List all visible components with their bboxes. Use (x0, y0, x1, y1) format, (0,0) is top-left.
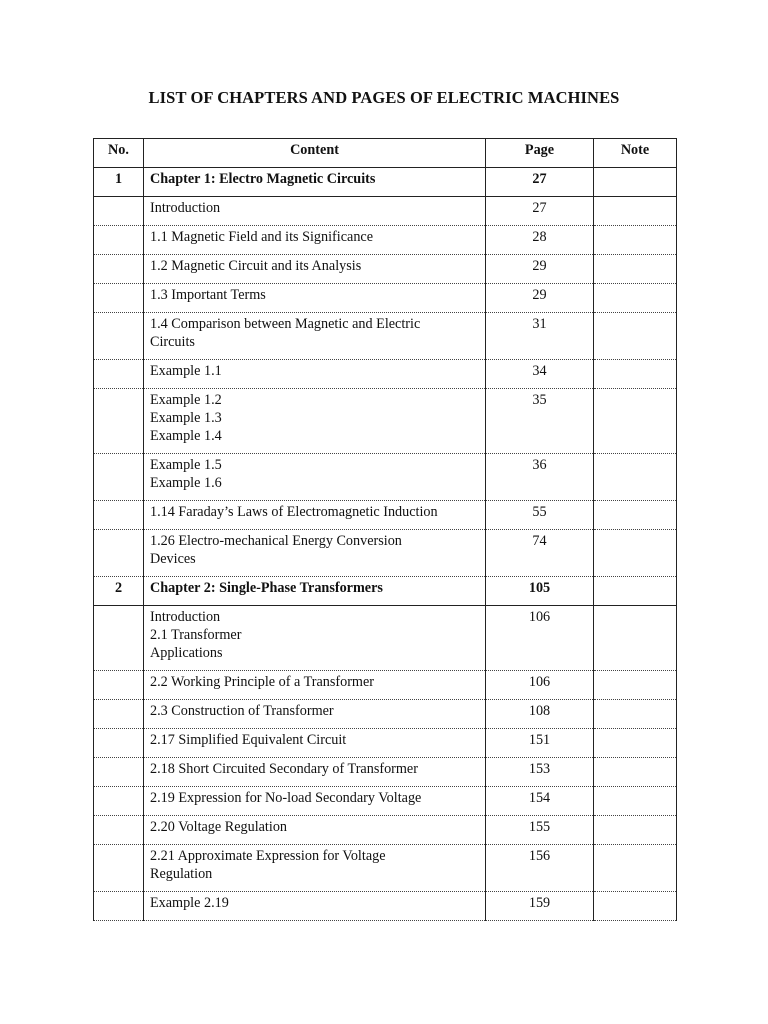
section-title: Example 1.2 (150, 392, 222, 408)
row-note (594, 197, 677, 226)
row-note (594, 168, 677, 197)
header-no: No. (94, 139, 144, 168)
row-content (144, 816, 486, 845)
row-number (94, 360, 144, 389)
table-row (94, 816, 677, 845)
row-note (594, 577, 677, 606)
section-title: 2.19 Expression for No-load Secondary Voltage (150, 790, 422, 806)
row-content (144, 197, 486, 226)
row-number (94, 758, 144, 787)
section-title: 2.1 Transformer (150, 627, 242, 643)
row-content (144, 226, 486, 255)
row-note (594, 530, 677, 577)
row-content (144, 671, 486, 700)
row-content (144, 168, 486, 197)
row-number (94, 255, 144, 284)
row-number (94, 816, 144, 845)
table-row (94, 671, 677, 700)
row-note (594, 284, 677, 313)
row-number (94, 530, 144, 577)
row-number (94, 284, 144, 313)
table-row (94, 454, 677, 501)
row-note (594, 501, 677, 530)
row-content (144, 892, 486, 921)
header-content: Content (144, 139, 486, 168)
document-title: LIST OF CHAPTERS AND PAGES OF ELECTRIC MACHINES (148, 88, 620, 107)
table-row (94, 197, 677, 226)
row-page: 27 (486, 168, 594, 197)
row-page: 55 (486, 501, 594, 530)
row-number (94, 892, 144, 921)
section-title: 2.17 Simplified Equivalent Circuit (150, 732, 347, 748)
header-page: Page (486, 139, 594, 168)
row-number (94, 787, 144, 816)
row-note (594, 454, 677, 501)
row-number (94, 389, 144, 454)
row-page: 28 (486, 226, 594, 255)
section-title: Example 2.19 (150, 895, 229, 911)
table-header-row (94, 139, 677, 168)
row-number (94, 671, 144, 700)
section-title: 1.1 Magnetic Field and its Significance (150, 229, 374, 245)
section-title: Example 1.6 (150, 475, 222, 491)
section-title: Example 1.3 (150, 410, 222, 426)
row-note (594, 389, 677, 454)
section-title: Applications (150, 645, 223, 661)
section-title: Circuits (150, 334, 195, 350)
row-number (94, 845, 144, 892)
row-page: 35 (486, 389, 594, 454)
row-page: 34 (486, 360, 594, 389)
chapter-row (94, 168, 677, 197)
chapter-row (94, 577, 677, 606)
chapters-table (93, 138, 677, 921)
section-title: 2.3 Construction of Transformer (150, 703, 334, 719)
table-row (94, 700, 677, 729)
section-title: 1.3 Important Terms (150, 287, 266, 303)
table-row (94, 606, 677, 671)
row-page: 27 (486, 197, 594, 226)
chapter-title: Chapter 1: Electro Magnetic Circuits (150, 171, 376, 187)
row-number (94, 729, 144, 758)
row-page: 31 (486, 313, 594, 360)
table-row (94, 501, 677, 530)
section-title: Example 1.5 (150, 457, 222, 473)
section-title: 1.14 Faraday’s Laws of Electromagnetic Induction (150, 504, 438, 520)
table-row (94, 360, 677, 389)
row-note (594, 671, 677, 700)
row-content (144, 577, 486, 606)
section-title: 1.4 Comparison between Magnetic and Electric (150, 316, 421, 332)
row-page: 153 (486, 758, 594, 787)
row-number (94, 700, 144, 729)
row-number: 2 (94, 577, 144, 606)
table-row (94, 255, 677, 284)
chapter-title: Chapter 2: Single-Phase Transformers (150, 580, 383, 596)
row-note (594, 787, 677, 816)
row-content (144, 530, 486, 577)
section-title: 2.2 Working Principle of a Transformer (150, 674, 374, 690)
row-number (94, 226, 144, 255)
header-note: Note (594, 139, 677, 168)
section-title: Example 1.1 (150, 363, 222, 379)
row-content (144, 360, 486, 389)
row-content (144, 787, 486, 816)
section-title: Regulation (150, 866, 213, 882)
row-note (594, 360, 677, 389)
row-note (594, 892, 677, 921)
row-content (144, 729, 486, 758)
row-page: 74 (486, 530, 594, 577)
table-row (94, 530, 677, 577)
row-page: 108 (486, 700, 594, 729)
section-title: 2.21 Approximate Expression for Voltage (150, 848, 386, 864)
row-page: 159 (486, 892, 594, 921)
row-page: 105 (486, 577, 594, 606)
row-note (594, 313, 677, 360)
section-title: Introduction (150, 609, 221, 625)
row-number (94, 197, 144, 226)
table-row (94, 226, 677, 255)
row-page: 155 (486, 816, 594, 845)
row-content (144, 700, 486, 729)
row-content (144, 845, 486, 892)
section-title: Devices (150, 551, 196, 567)
table-row (94, 729, 677, 758)
row-note (594, 758, 677, 787)
row-note (594, 226, 677, 255)
row-number (94, 501, 144, 530)
row-number (94, 313, 144, 360)
row-page: 36 (486, 454, 594, 501)
section-title: Introduction (150, 200, 221, 216)
table-row (94, 845, 677, 892)
row-page: 151 (486, 729, 594, 758)
row-number (94, 454, 144, 501)
row-number (94, 606, 144, 671)
row-page: 154 (486, 787, 594, 816)
section-title: 2.18 Short Circuited Secondary of Transformer (150, 761, 418, 777)
row-note (594, 700, 677, 729)
row-page: 29 (486, 284, 594, 313)
row-content (144, 501, 486, 530)
row-note (594, 255, 677, 284)
row-note (594, 606, 677, 671)
row-content (144, 758, 486, 787)
row-page: 29 (486, 255, 594, 284)
row-note (594, 845, 677, 892)
table-row (94, 284, 677, 313)
table-row (94, 892, 677, 921)
table-body (94, 168, 677, 921)
section-title: 1.2 Magnetic Circuit and its Analysis (150, 258, 362, 274)
row-content (144, 255, 486, 284)
row-content (144, 389, 486, 454)
row-content (144, 284, 486, 313)
row-note (594, 816, 677, 845)
table-row (94, 758, 677, 787)
row-page: 156 (486, 845, 594, 892)
section-title: Example 1.4 (150, 428, 222, 444)
section-title: 2.20 Voltage Regulation (150, 819, 288, 835)
table-row (94, 313, 677, 360)
row-number: 1 (94, 168, 144, 197)
row-note (594, 729, 677, 758)
row-content (144, 606, 486, 671)
table-row (94, 787, 677, 816)
row-page: 106 (486, 606, 594, 671)
row-content (144, 313, 486, 360)
row-page: 106 (486, 671, 594, 700)
table-row (94, 389, 677, 454)
section-title: 1.26 Electro-mechanical Energy Conversion (150, 533, 402, 549)
row-content (144, 454, 486, 501)
